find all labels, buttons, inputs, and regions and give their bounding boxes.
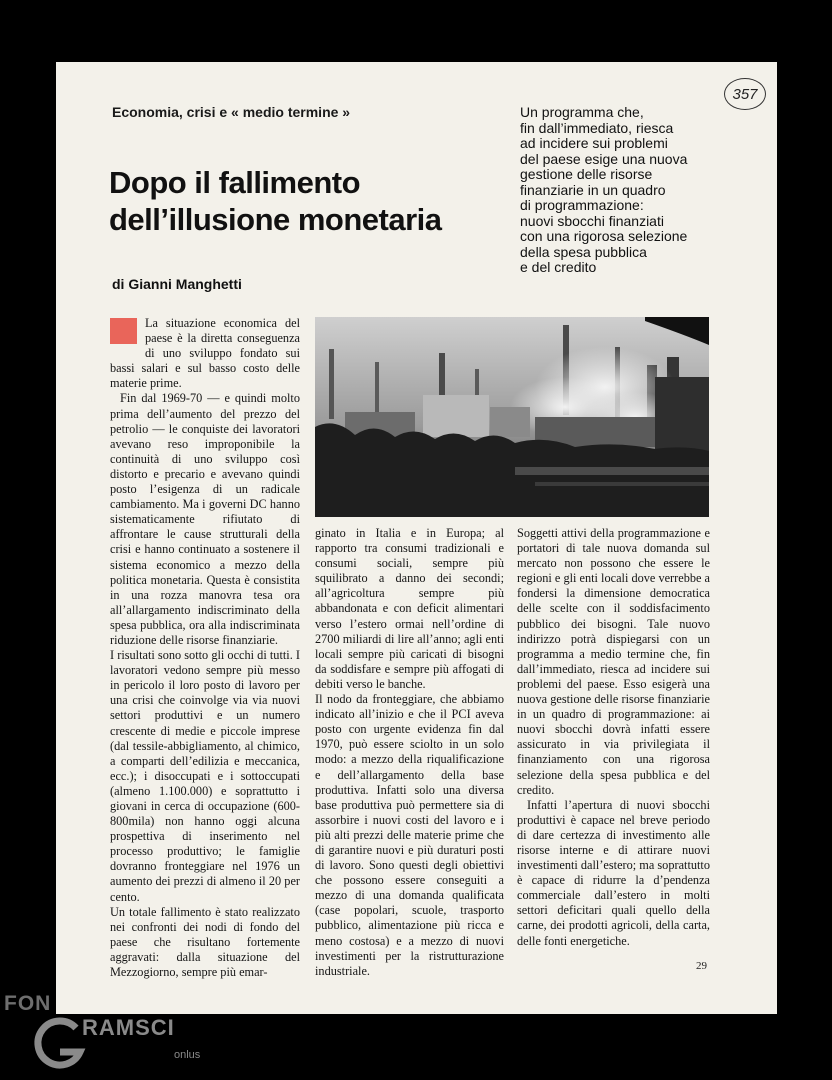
paragraph: Soggetti attivi della programmazione e portatori di tale nuova domanda sul mercato non possono che essere le regioni e gli enti locali dove verrebbe a fondersi la dimensione democratica delle scelte con il soddisfacimento pubblico dei bisogni. Tale nuovo indirizzo potrà dispiegarsi con un programma a medio termine che, fin dall’immediato, riesca ad incidere sui problemi del paese. Esso esigerà una nuova gestione delle risorse finanziarie in un quadro di programmazione: ai nuovi sbocchi dovrà infatti essere assicurato in via privilegiata il finanziamento con una rigorosa selezione della spesa pubblica e del credito. — [517, 526, 710, 797]
standfirst-line: Un programma che, — [520, 104, 644, 120]
standfirst-line: nuovi sbocchi finanziati — [520, 212, 664, 229]
standfirst-line: gestione delle risorse — [520, 166, 653, 182]
headline-line-2: dell’illusione monetaria — [109, 202, 442, 237]
factory-photo-illustration — [315, 317, 709, 517]
article-byline: di Gianni Manghetti — [112, 276, 242, 292]
paragraph: Il nodo da fronteggiare, che abbiamo indicato all’inizio e che il PCI aveva posto con urgente evidenza fin dal 1970, può essere sciolto in un solo modo: a mezzo della riqualificazione e dell’allargamento della base produttiva. Infatti solo una diversa base produttiva può permettere sia di assorbire i nuovi costi del lavoro e i più alti prezzi delle materie prime che di garantire nuovi e più duraturi posti di lavoro. Sono questi degli obiettivi che possono essere conseguiti a mezzo di una domanda qualificata (case popolari, scuole, trasporto pubblico, alimentazione più ricca e meno costosa) e a mezzo di nuovi investimenti per la ristrutturazione industriale. — [315, 692, 504, 978]
drop-square-ornament — [110, 318, 137, 344]
handwritten-page-annotation: 357 — [724, 78, 766, 110]
paragraph: I risultati sono sotto gli occhi di tutti. I lavoratori vedono sempre più messo in pericolo il loro posto di lavoro per una crisi che coinvolge via via nuovi settori produttivi e un numero crescente di medie e piccole imprese (dal tessile-abbigliamento, al chimico, a comparti dell’edilizia e meccanica, ecc.); i disoccupati e i sottoccupati (almeno 1.100.000) e soprattutto i giovani in cerca di occupazione (600-800mila) non hanno oggi alcuna prospettiva di inserimento nel processo produttivo; le famiglie dovranno fronteggiare nel 1976 un aumento dei prezzi di almeno il 20 per cento. — [110, 648, 300, 904]
standfirst-line: fin dall’immediato, riesca — [520, 119, 674, 136]
gramsci-g-logo-icon — [30, 1012, 88, 1072]
standfirst-line: della spesa pubblica — [520, 243, 647, 260]
text-column-1 — [110, 316, 300, 980]
headline-line-1: Dopo il fallimento — [109, 165, 361, 200]
standfirst-line: finanziarie in un quadro — [520, 181, 666, 198]
text-column-3 — [517, 526, 710, 949]
watermark-gramsci-text: RAMSCI — [82, 1015, 175, 1040]
standfirst-line: del paese esige una nuova — [520, 150, 688, 167]
article-headline — [109, 164, 519, 238]
watermark-onlus-text: onlus — [174, 1049, 201, 1061]
standfirst-line: ad incidere sui problemi — [520, 135, 668, 151]
standfirst-line: di programmazione: — [520, 197, 644, 213]
paragraph: ginato in Italia e in Europa; al rapporto tra consumi tradizionali e consumi sociali, sempre più squilibrato a danno dei secondi; all’agricoltura sempre più abbandonata e con deficit alimentari verso l’estero ormai nell’ordine di 2700 miliardi di lire all’anno; agli enti locali sempre più caricati di bisogni da soddisfare e sempre più affogati di debiti verso le banche. — [315, 526, 504, 691]
paragraph: Un totale fallimento è stato realizzato nei confronti dei nodi di fondo del paese che risultano fortemente aggravati: dalla situazione del Mezzogiorno, sempre più emar- — [110, 904, 300, 980]
paragraph: Infatti l’apertura di nuovi sbocchi produttivi è capace nel breve periodo di dare certezza di investimento alle risorse interne e di attirare nuovi investimenti dall’estero; ma soprattutto è capace di ridurre la d’pendenza commerciale dall’estero in molti settori deficitari quali quello della carne, dei prodotti agricoli, della carta, delle fonti energetiche. — [517, 797, 710, 948]
paragraph: Fin dal 1969-70 — e quindi molto prima dell’aumento del prezzo del petrolio — le conquiste dei lavoratori avevano reso improponibile la continuità di uno sviluppo così distorto e precario e avevano quindi posto l’esigenza di un radicale cambiamento. Ma i governi DC hanno sistematicamente rifiutato di affrontare le cause strutturali della crisi e hanno continuato a sostenere il sistema economico a mezzo della politica monetaria. Questa è consistita in una rozza manovra tesa ora all’allargamento indiscriminato della spesa pubblica, ora alla indiscriminata riduzione delle risorse finanziarie. — [110, 391, 300, 647]
magazine-page — [56, 62, 777, 1014]
article-kicker: Economia, crisi e « medio termine » — [112, 104, 351, 120]
watermark-fon-text: FON — [4, 992, 52, 1015]
industrial-plant-photo — [315, 317, 709, 517]
standfirst-line: e del credito — [520, 259, 597, 275]
paragraph: La situazione economica del paese è la diretta conseguenza di uno sviluppo fondato sui bassi salari e sul basso costo delle materie prime. — [110, 316, 300, 391]
page-number: 29 — [696, 960, 707, 972]
text-column-2 — [315, 526, 504, 979]
standfirst-line: con una rigorosa selezione — [520, 228, 688, 244]
standfirst — [520, 105, 720, 276]
